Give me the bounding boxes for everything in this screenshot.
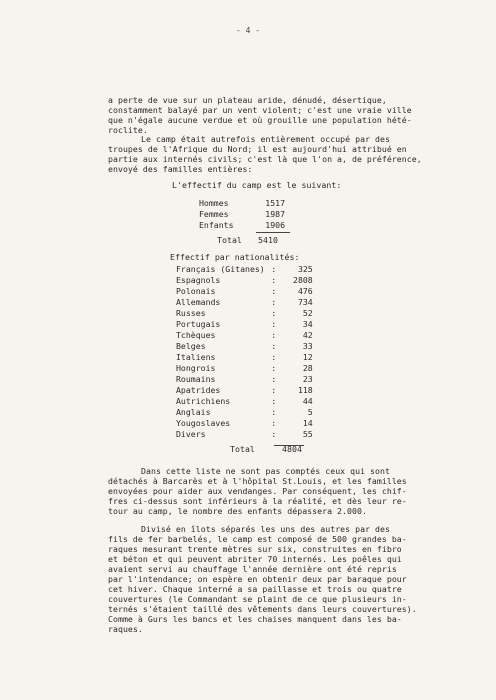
- effectif-value: 1517: [265, 198, 285, 208]
- paragraph-4-line: par l'intendance; on espère en obtenir deux par baraque pour: [108, 574, 407, 584]
- paragraph-4-line: raques mesurant trente mètres sur six, construites en fibro: [108, 544, 402, 554]
- nationalite-value: 14: [302, 418, 313, 428]
- nationalite-separator: :: [271, 396, 277, 406]
- effectif-total-label: Total: [217, 235, 242, 245]
- nationalite-value: 476: [297, 286, 313, 296]
- table-row: [176, 385, 313, 396]
- nationalite-label: Belges: [176, 341, 206, 351]
- paragraph-1-line: que n'égale aucune verdue et où grouille une population hété-: [108, 115, 412, 125]
- nationalite-label: Autrichiens: [176, 396, 231, 406]
- nationalite-label: Allemands: [176, 297, 221, 307]
- nationalite-label: Yougoslaves: [176, 418, 231, 428]
- nationalite-label: Divers: [176, 429, 206, 439]
- table-row: [176, 286, 313, 297]
- paragraph-2-line: Le camp était autrefois entièrement occupé par des: [141, 134, 390, 144]
- nationalites-table: [176, 264, 313, 440]
- nationalite-separator: :: [271, 275, 277, 285]
- effectif-table: [199, 198, 285, 231]
- paragraph-4-line: ternés s'étaient taillé des vêtements dans leurs couvertures).: [108, 604, 417, 614]
- nationalite-value: 55: [302, 429, 313, 439]
- nationalite-value: 44: [302, 396, 313, 406]
- effectif-label: Femmes: [199, 209, 229, 219]
- nationalite-separator: :: [271, 264, 277, 274]
- page-number: - 4 -: [236, 26, 261, 35]
- nationalite-value: 23: [302, 374, 313, 384]
- nationalite-separator: :: [271, 407, 277, 417]
- table-row: [176, 264, 313, 275]
- nationalite-label: Italiens: [176, 352, 216, 362]
- paragraph-3-line: tour au camp, le nombre des enfants dépassera 2.000.: [108, 506, 367, 516]
- nationalite-label: Portugais: [176, 319, 221, 329]
- effectif-value: 1987: [265, 209, 285, 219]
- nationalite-separator: :: [271, 352, 277, 362]
- nationalite-separator: :: [271, 363, 277, 373]
- paragraph-4-line: couvertures (le Commandant se plaint de ce que plusieurs in-: [108, 594, 407, 604]
- paragraph-1-line: constamment balayé par un vent violent; c'est une vraie ville: [108, 105, 412, 115]
- paragraph-2-line: envoyé des familles entières:: [108, 164, 253, 174]
- table-row: [176, 418, 313, 429]
- effectif-total-rule: [256, 232, 290, 233]
- nationalite-label: Apatrides: [176, 385, 221, 395]
- paragraph-3-line: Dans cette liste ne sont pas comptés ceux qui sont: [141, 466, 390, 476]
- nationalite-separator: :: [271, 286, 277, 296]
- table-row: [176, 319, 313, 330]
- nationalite-value: 34: [302, 319, 313, 329]
- nationalite-separator: :: [271, 418, 277, 428]
- nationalite-separator: :: [271, 385, 277, 395]
- nationalite-label: Roumains: [176, 374, 216, 384]
- nationalite-label: Espagnols: [176, 275, 221, 285]
- nationalites-total-value: 4804: [282, 444, 302, 454]
- paragraph-4-line: fils de fer barbelés, le camp est composé de 500 grandes ba-: [108, 534, 407, 544]
- table-row: [176, 308, 313, 319]
- table-row: [176, 275, 313, 286]
- paragraph-4-line: cet hiver. Chaque interné a sa paillasse et trois ou quatre: [108, 584, 402, 594]
- nationalite-label: Polonais: [176, 286, 216, 296]
- table-row: [176, 407, 313, 418]
- nationalite-separator: :: [271, 330, 277, 340]
- effectif-label: Hommes: [199, 198, 229, 208]
- nationalite-separator: :: [271, 297, 277, 307]
- effectif-value: 1906: [265, 220, 285, 230]
- nationalite-value: 118: [297, 385, 313, 395]
- table-row: [199, 209, 285, 220]
- nationalite-separator: :: [271, 341, 277, 351]
- nationalites-heading: Effectif par nationalités:: [170, 252, 300, 262]
- table-row: [176, 363, 313, 374]
- paragraph-3-line: détachés à Barcarès et à l'hôpital St.Louis, et les familles: [108, 476, 407, 486]
- paragraph-3-line: fres ci-dessus sont inférieurs à la réalité, et dès leur re-: [108, 496, 407, 506]
- nationalite-separator: :: [271, 429, 277, 439]
- nationalite-value: 734: [297, 297, 313, 307]
- table-row: [176, 396, 313, 407]
- nationalite-value: 325: [297, 264, 313, 274]
- nationalite-value: 12: [302, 352, 313, 362]
- table-row: [176, 352, 313, 363]
- nationalite-label: Tchèques: [176, 330, 216, 340]
- table-row: [176, 374, 313, 385]
- nationalite-value: 5: [307, 407, 313, 417]
- nationalite-label: Russes: [176, 308, 206, 318]
- nationalite-label: Français (Gitanes): [176, 264, 265, 274]
- nationalite-label: Anglais: [176, 407, 211, 417]
- nationalite-separator: :: [271, 308, 277, 318]
- table-row: [176, 429, 313, 440]
- paragraph-4-line: Divisé en îlots séparés les uns des autres par des: [141, 524, 390, 534]
- paragraph-4-line: avaient servi au chauffage l'année dernière ont été repris: [108, 564, 397, 574]
- nationalite-value: 42: [302, 330, 313, 340]
- paragraph-2-line: partie aux internés civils; c'est là que l'on a, de préférence,: [108, 154, 422, 164]
- nationalite-value: 33: [302, 341, 313, 351]
- table-row: [176, 341, 313, 352]
- table-row: [176, 330, 313, 341]
- paragraph-1-line: roclite.: [108, 125, 148, 135]
- effectif-label: Enfants: [199, 220, 234, 230]
- nationalite-label: Hongrois: [176, 363, 216, 373]
- paragraph-1-line: a perte de vue sur un plateau aride, dénudé, désertique,: [108, 95, 387, 105]
- nationalite-value: 28: [302, 363, 313, 373]
- paragraph-3-line: envoyées pour aider aux vendanges. Par conséquent, les chif-: [108, 486, 407, 496]
- paragraph-2-line: troupes de l'Afrique du Nord; il est aujourd'hui attribué en: [108, 144, 407, 154]
- nationalites-total-label: Total: [230, 444, 255, 454]
- table-row: [176, 297, 313, 308]
- table-row: [199, 220, 285, 231]
- paragraph-4-line: Comme à Gurs les bancs et les chaises manquent dans les ba-: [108, 614, 402, 624]
- nationalite-value: 2808: [293, 275, 313, 285]
- paragraph-4-line: et béton et qui peuvent abriter 70 internés. Les poêles qui: [108, 554, 402, 564]
- effectif-heading: L'effectif du camp est le suivant:: [172, 180, 342, 190]
- nationalite-value: 52: [302, 308, 313, 318]
- paragraph-4-line: raques.: [108, 624, 143, 634]
- nationalite-separator: :: [271, 374, 277, 384]
- nationalite-separator: :: [271, 319, 277, 329]
- effectif-total-value: 5410: [258, 235, 278, 245]
- table-row: [199, 198, 285, 209]
